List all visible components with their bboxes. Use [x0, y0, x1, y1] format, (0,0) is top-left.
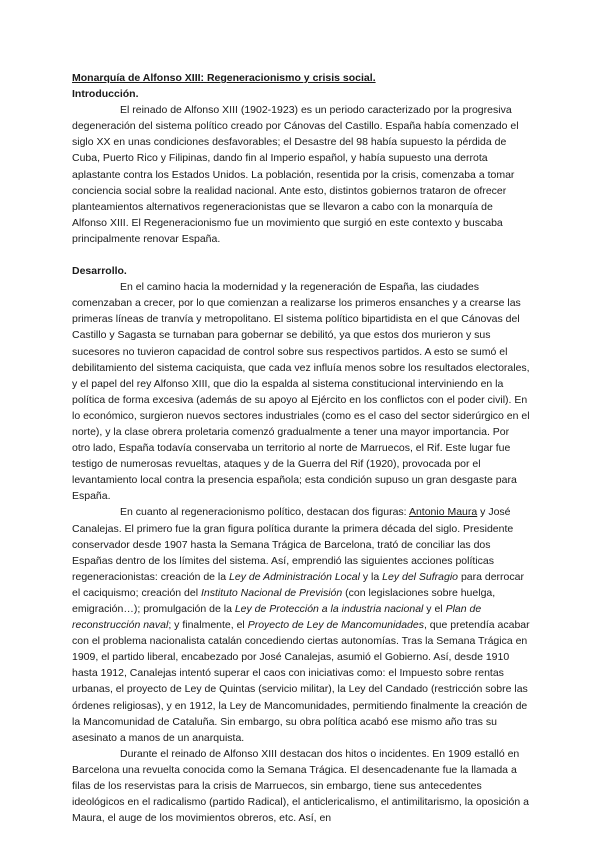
italic-term: Instituto Nacional de Previsión — [200, 586, 343, 599]
text-run: y la — [359, 570, 383, 583]
text-run: para derrocar el caciquismo; creación del — [72, 570, 524, 599]
section-gap — [72, 247, 530, 263]
development-paragraph-3: Durante el reinado de Alfonso XIII destacan dos hitos o incidentes. En 1909 estalló en Barcelona una revuelta conocida como la Semana Trágica. El desencadenante fue la llamada a filas de los reservistas para la crisis de Marruecos, sin embargo, tiene sus antecedentes ideológicos en el radicalismo (partido Radical), el anticlericalismo, el antimilitarismo, la oposición a Maura, el auge de los movimientos obreros, etc. Así, en — [72, 747, 529, 825]
italic-term: Proyecto de Ley de Mancomunidades — [247, 619, 424, 632]
text-run: , que pretendía acabar con el problema nacionalista catalán concediendo ciertas autonomías. Tras la Semana Trágica en 1909, el partido liberal, encabezado por José Canalejas, asumió el Gobierno. Así, desde 1910 hasta 1912, Canalejas intentó superar el caos con iniciativas como: el Impuesto sobre rentas urbanas, el proyecto de Ley de Quintas (servicio militar), la Ley del Candado (restricción sobre las órdenes religiosas), y en 1912, la Ley de Mancomunidades, permitiendo finalmente la creación de la Mancomunidad de Cataluña. Sin embargo, su obra política acabó ese mismo año tras su asesinato a manos de un anarquista. — [72, 619, 530, 744]
text-run: ; y finalmente, el — [168, 619, 248, 632]
text-run: En cuanto al regeneracionismo político, destacan dos figuras: — [120, 506, 409, 519]
development-paragraph-2 — [72, 504, 530, 745]
italic-term: Ley de Protección a la industria nacional — [234, 603, 424, 615]
italic-term: Ley de Administración Local — [229, 570, 360, 583]
document-title: Monarquía de Alfonso XIII: Regeneracionismo y crisis social. — [72, 72, 376, 84]
text-run: (con legislaciones sobre huelga, emigración…); promulgación de la — [72, 586, 496, 615]
development-paragraph-1: En el camino hacia la modernidad y la regeneración de España, las ciudades comenzaban a crecer, por lo que comienzan a realizarse los primeros ensanches y a crearse las primeras líneas de tranvía y metropolitano. El sistema político bipartidista en el que Cánovas del Castillo y Sagasta se turnaban para gobernar se debilitó, ya que estos dos murieron y sus sucesores no tuvieron capacidad de control sobre sus respectivos partidos. A esto se sumó el debilitamiento del sistema caciquista, que cada vez influía menos sobre los resultados electorales, y el papel del rey Alfonso XIII, que dio la espalda al sistema constitucional interviniendo en la política de forma excesiva (además de su apoyo al Ejército en los conflictos con el poder civil). En lo económico, surgieron nuevos sectores industriales (como es el caso del sector siderúrgico en el norte), y la clase obrera proletaria comenzó gradualmente a tener una mayor importancia. Por otro lado, España todavía conservaba un territorio al norte de Marruecos, el Rif. Este lugar fue testigo de numerosas revueltas, ataques y de la Guerra del Rif (1920), provocada por el levantamiento local contra la presencia española; esta condición supuso un gran desgaste para España. — [72, 281, 530, 503]
text-run: y José Canalejas. El primero fue la gran figura política durante la primera década del siglo. Presidente conservador desde 1907 hasta la Semana Trágica de Barcelona, trató de conciliar las dos Españas dentro de los límites del sistema. Así, emprendió las siguientes acciones políticas regeneracionistas: creación de la — [72, 506, 514, 583]
italic-term: Plan de reconstrucción naval — [72, 603, 482, 632]
intro-paragraph: El reinado de Alfonso XIII (1902-1923) es un periodo caracterizado por la progresiva degeneración del sistema político creado por Cánovas del Castillo. España había comenzado el siglo XX en unas condiciones desfavorables; el Desastre del 98 había supuesto la pérdida de Cuba, Puerto Rico y Filipinas, dando fin al Imperio español, y había supuesto una derrota aplastante contra los Estados Unidos. La población, resentida por la crisis, comenzaba a tomar conciencia social sobre la realidad nacional. Ante esto, distintos gobiernos trataron de ofrecer planteamientos alternativos regeneracionistas que se llevaron a cabo con la monarquía de Alfonso XIII. El Regeneracionismo fue un movimiento que surgió en este contexto y buscaba principalmente renovar España. — [72, 104, 519, 245]
document-page — [72, 70, 530, 826]
antonio-maura-link[interactable]: Antonio Maura — [408, 506, 478, 519]
text-run: y el — [423, 603, 446, 615]
italic-term: Ley del Sufragio — [382, 570, 459, 583]
development-heading: Desarrollo. — [72, 265, 127, 278]
intro-heading: Introducción. — [72, 88, 139, 101]
